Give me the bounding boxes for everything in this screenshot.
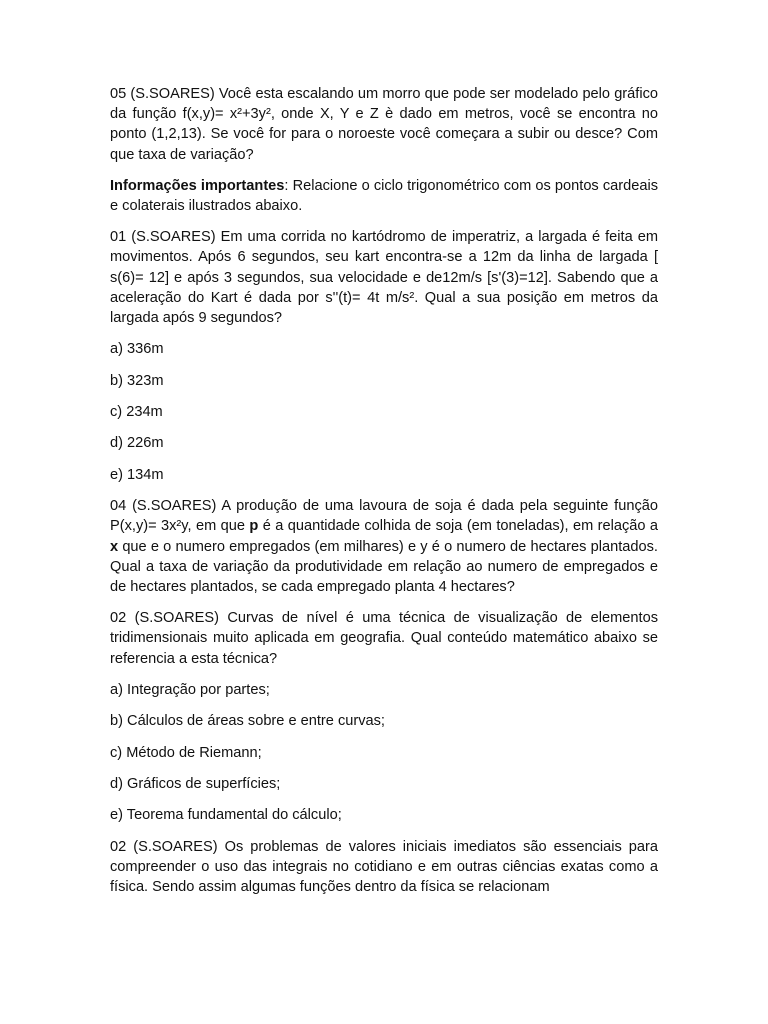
q02a-option-e: e) Teorema fundamental do cálculo; xyxy=(110,807,342,824)
question-02-curvas: 02 (S.SOARES) Curvas de nível é uma técnica de visualização de elementos tridimensionais muito aplicada em geografia. Qual conteúdo matemático abaixo se referencia a esta técnica? xyxy=(110,610,658,667)
question-01: 01 (S.SOARES) Em uma corrida no kartódromo de imperatriz, a largada é feita em movimentos. Após 6 segundos, seu kart encontra-se a 12m da linha de largada [ s(6)= 12] e após 3 segundos, sua velocidade e de12m/s [s'(3)=12]. Sabendo que a aceleração do Kart é dada por s''(t)= 4t m/s². Qual a sua posição em metros da largada após 9 segundos? xyxy=(110,229,658,327)
q02a-option-c: c) Método de Riemann; xyxy=(110,744,262,761)
q02a-option-b: b) Cálculos de áreas sobre e entre curvas; xyxy=(110,713,385,730)
question-05: 05 (S.SOARES) Você esta escalando um morro que pode ser modelado pelo gráfico da função f(x,y)= x²+3y², onde X, Y e Z è dado em metros, você se encontra no ponto (1,2,13). Se você for para o noroeste você começara a subir ou desce? Com que taxa de variação? xyxy=(110,86,658,163)
q01-option-e: e) 134m xyxy=(110,466,164,483)
important-info-text: : Relacione o ciclo trigonométrico com os pontos cardeais e colaterais ilustrados abaixo. xyxy=(110,177,658,215)
q04-text-3: que e o numero empregados (em milhares) e y é o numero de hectares plantados. Qual a taxa de variação da produtividade em relação ao numero de empregados e de hectares plantados, se cada empregado planta 4 hectares? xyxy=(110,538,658,595)
q04-text-2: é a quantidade colhida de soja (em toneladas), em relação a xyxy=(258,518,658,535)
question-04 xyxy=(110,496,658,597)
q01-option-d: d) 226m xyxy=(110,435,164,452)
important-info xyxy=(110,176,658,216)
q02a-option-d: d) Gráficos de superfícies; xyxy=(110,775,281,792)
q01-option-b: b) 323m xyxy=(110,372,164,389)
q04-bold-x: x xyxy=(110,538,119,555)
q04-text-1: 04 (S.SOARES) A produção de uma lavoura de soja é dada pela seguinte função P(x,y)= 3x²y, em que xyxy=(110,498,658,535)
important-info-label: Informações importantes xyxy=(110,177,285,194)
question-02-valores-iniciais: 02 (S.SOARES) Os problemas de valores iniciais imediatos são essenciais para compreender o uso das integrais no cotidiano e em outras ciências exatas como a física. Sendo assim algumas funções dentro da física se relacionam xyxy=(110,838,658,896)
q01-option-c: c) 234m xyxy=(110,404,163,421)
document-body xyxy=(110,84,658,908)
q04-bold-p: p xyxy=(249,518,259,535)
q02a-option-a: a) Integração por partes; xyxy=(110,681,270,698)
q01-option-a: a) 336m xyxy=(110,341,164,358)
